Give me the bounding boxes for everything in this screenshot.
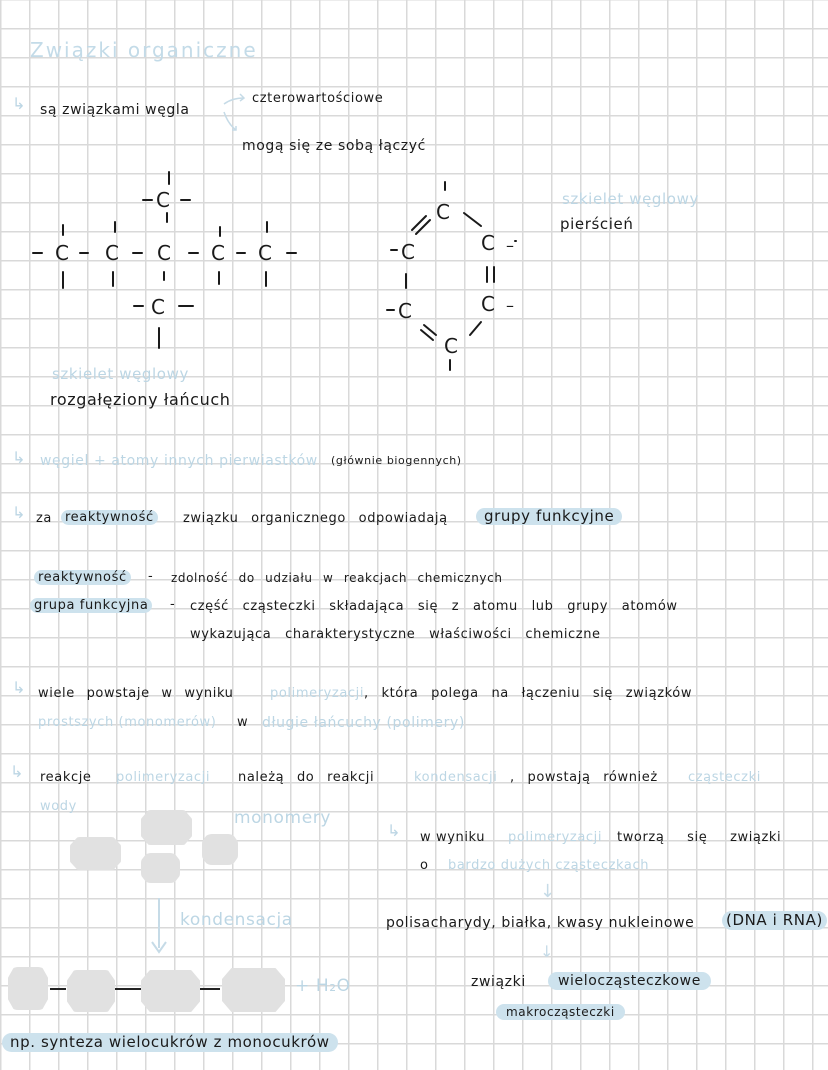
right-text-d: o	[420, 858, 429, 873]
bond-line	[50, 988, 66, 990]
atom-c: C	[481, 231, 495, 255]
polymer-unit-shape	[222, 968, 285, 1012]
atom-c: C	[55, 241, 69, 265]
polymer-text-c: , która polega na łączeniu się związków	[364, 686, 693, 701]
right-text-c: tworzą się związki	[617, 830, 782, 845]
polymer-text-e: w	[237, 715, 249, 730]
macromolecules-highlight: makrocząsteczki	[496, 1004, 625, 1020]
intro-text: są związkami węgla	[40, 102, 190, 118]
polymer-unit-shape	[8, 967, 48, 1010]
atom-c: C	[444, 334, 458, 358]
monomers-label: monomery	[234, 808, 332, 828]
atom-c: C	[436, 200, 450, 224]
monomer-shape	[70, 837, 121, 870]
monomer-shape	[141, 810, 192, 845]
atom-c: C	[481, 292, 495, 316]
atom-c: C	[211, 241, 225, 265]
biogenic-note: (głównie biogennych)	[331, 454, 462, 467]
atom-c: C	[258, 241, 272, 265]
polymer-unit-shape	[67, 970, 115, 1012]
reaction-text-e: , powstają również	[510, 770, 658, 785]
right-text-e: bardzo dużych cząsteczkach	[448, 858, 650, 873]
macromolecular-highlight: wielocząsteczkowe	[548, 972, 711, 990]
monomer-shape	[202, 834, 238, 865]
reaction-text-c: należą do reakcji	[238, 770, 375, 785]
reaction-text-d: kondensacji	[414, 770, 498, 785]
atom-c: C	[105, 241, 119, 265]
reactivity-mid: związku organicznego odpowiadają	[183, 511, 448, 526]
polymer-list: polisacharydy, białka, kwasy nukleinowe	[386, 915, 695, 931]
definition-separator: -	[170, 597, 176, 612]
definition-term-reactivity: reaktywność	[34, 570, 131, 585]
elements-text-light: węgiel + atomy innych pierwiastków	[40, 453, 318, 469]
bullet-arrow-icon: ↳	[12, 94, 27, 113]
ring-label: pierścień	[560, 215, 634, 233]
monomer-shape	[141, 853, 180, 883]
branch-arrows-icon	[214, 92, 254, 142]
atom-c: C	[398, 299, 412, 323]
reaction-text-f: cząsteczki	[688, 770, 761, 785]
polymer-unit-shape	[141, 970, 200, 1012]
branched-chain-label: rozgałęziony łańcuch	[50, 390, 231, 409]
branch-up-text: czterowartościowe	[252, 91, 384, 106]
atom-c: C	[151, 295, 165, 319]
definition-functional-group: część cząsteczki składająca się z atomu lub grupy atomów	[190, 599, 678, 614]
reactivity-pre: za	[36, 511, 52, 526]
bullet-arrow-icon: ↳	[10, 762, 25, 781]
definition-reactivity: zdolność do udziału w reakcjach chemicznych	[171, 571, 503, 585]
atom-c: C	[157, 241, 171, 265]
polymer-text-f: długie łańcuchy (polimery)	[262, 715, 465, 731]
condensation-label: kondensacja	[180, 910, 293, 930]
bullet-arrow-icon: ↳	[12, 503, 27, 522]
skeleton-label-light: szkielet węglowy	[52, 365, 189, 383]
skeleton-label-light: szkielet węglowy	[562, 190, 699, 208]
down-arrow-icon	[150, 940, 170, 956]
right-text-f: związki	[471, 974, 526, 990]
polymer-text-b: polimeryzacji	[270, 686, 365, 701]
bond-line	[200, 988, 220, 990]
bullet-arrow-icon: ↳	[387, 821, 402, 840]
nucleic-acids-highlight: (DNA i RNA)	[722, 911, 827, 930]
bond-dash: –	[506, 236, 515, 255]
definition-term-functional-group: grupa funkcyjna	[30, 598, 152, 613]
highlight-functional-groups: grupy funkcyjne	[476, 508, 622, 525]
bullet-arrow-icon: ↳	[12, 448, 27, 467]
page-title: Związki organiczne	[30, 38, 258, 62]
reaction-text-a: reakcje	[40, 770, 92, 785]
down-arrow-icon: ↓	[540, 942, 555, 961]
reaction-text-g: wody	[40, 799, 77, 814]
reaction-text-b: polimeryzacji	[116, 770, 211, 785]
ring-bond-lines	[370, 170, 550, 380]
water-label: + H₂O	[295, 976, 351, 996]
polymer-text-d: prostszych (monomerów)	[38, 715, 217, 730]
bond-dash: –	[506, 296, 515, 315]
right-text-b: polimeryzacji	[508, 830, 603, 845]
example-highlight: np. synteza wielocukrów z monocukrów	[2, 1033, 338, 1052]
highlight-reactivity: reaktywność	[61, 510, 158, 525]
atom-c: C	[156, 188, 170, 212]
definition-separator: -	[148, 569, 154, 584]
right-text-a: w wyniku	[420, 830, 486, 845]
down-arrow-icon: ↓	[540, 881, 556, 902]
polymer-text-a: wiele powstaje w wyniku	[38, 686, 234, 701]
branch-down-text: mogą się ze sobą łączyć	[242, 138, 426, 154]
bullet-arrow-icon: ↳	[12, 678, 27, 697]
definition-functional-group-cont: wykazująca charakterystyczne właściwości chemiczne	[190, 627, 601, 642]
atom-c: C	[401, 240, 415, 264]
bond-line	[115, 988, 142, 990]
